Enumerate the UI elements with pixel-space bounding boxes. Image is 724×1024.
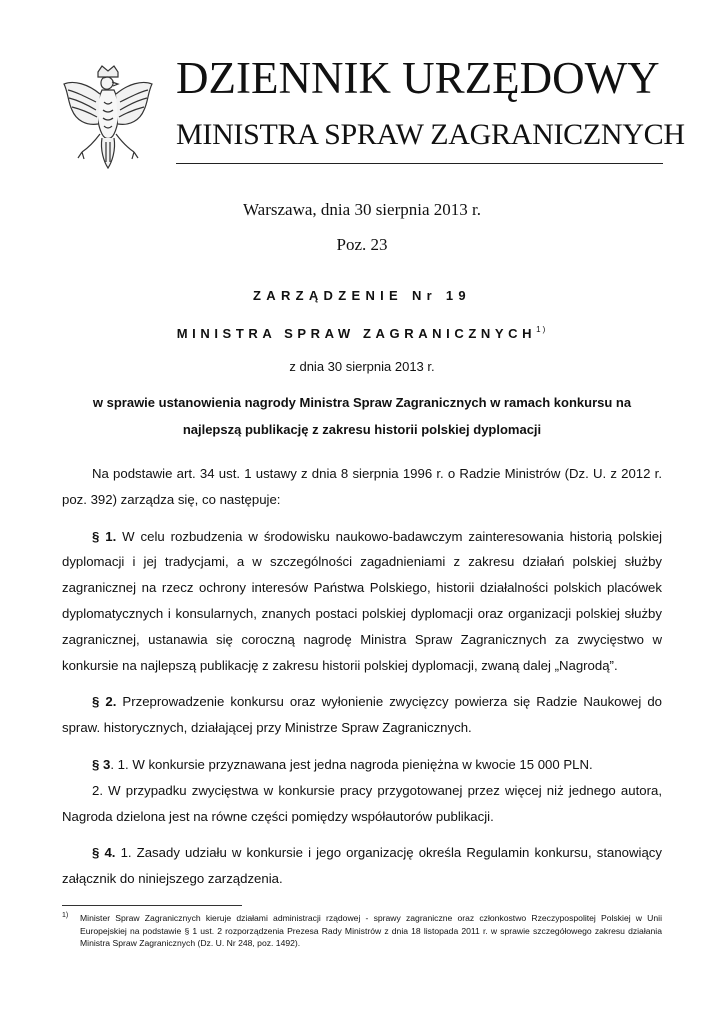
section-1-label: § 1. [92,528,117,544]
section-4 [62,840,662,892]
footnote-reference[interactable]: 1) [536,325,548,334]
footnote [62,912,662,950]
section-2 [62,689,662,741]
position-number: Poz. 23 [336,235,388,254]
section-1 [62,524,662,679]
masthead-divider [176,163,663,164]
footnote-divider [62,905,242,906]
section-3-label: § 3 [92,756,111,772]
gazette-subtitle: MINISTRA SPRAW ZAGRANICZNYCH [176,118,685,151]
section-3-text-1: . 1. W konkursie przyznawana jest jedna nagroda pieniężna w kwocie 15 000 PLN. [110,756,593,772]
polish-eagle-emblem-icon [60,62,156,172]
section-2-label: § 2. [92,694,117,710]
footnote-text: Minister Spraw Zagranicznych kieruje działami administracji rządowej - sprawy zagraniczne oraz członkostwo Rzeczypospolitej Polskiej w Unii Europejskiej na podstawie § 1 ust. 2 rozporządzenia Prezesa Rady Ministrów z dnia 18 listopada 2011 r. w sprawie szczegółowego zakresu działania Ministra Spraw Zagranicznych (Dz. U. Nr 248, poz. 1492). [80,913,662,948]
section-4-text: 1. Zasady udziału w konkursie i jego organizację określa Regulamin konkursu, stanowiący załącznik do niniejszego zarządzenia. [62,845,662,887]
order-subject: w sprawie ustanowienia nagrody Ministra Spraw Zagranicznych w ramach konkursu na najlepszą publikację z zakresu historii polskiej dyplomacji [92,395,632,437]
section-3-point-1 [62,752,662,778]
order-issuer [0,325,724,341]
section-4-label: § 4. [92,845,116,861]
order-body [62,461,662,903]
order-date: z dnia 30 sierpnia 2013 r. [289,359,435,374]
section-3-point-2: 2. W przypadku zwycięstwa w konkursie pracy przygotowanej przez więcej niż jednego autora, Nagroda dzielona jest na równe części pomiędzy współautorów publikacji. [62,782,662,824]
order-issuer-text: MINISTRA SPRAW ZAGRANICZNYCH [176,326,537,341]
place-and-date: Warszawa, dnia 30 sierpnia 2013 r. [243,200,481,219]
section-2-text: Przeprowadzenie konkursu oraz wyłonienie zwycięzcy powierza się Radzie Naukowej do spraw. historycznych, działającej przy Ministrze Spraw Zagranicznych. [62,694,662,736]
section-1-text: W celu rozbudzenia w środowisku naukowo-badawczym zainteresowania historią polskiej dyplomacji i jej tradycjami, a w szczególności zagadnieniami z zakresu działań polskiej służby zagranicznej na rzecz ochrony interesów Państwa Polskiego, historii działalności polskich placówek dyplomatycznych i konsularnych, znanych postaci polskiej dyplomacji oraz organizacji polskiej służby zagranicznej, ustanawia się coroczną nagrodę Ministra Spraw Zagranicznych za zwycięstwo w konkursie na najlepszą publikację z zakresu historii polskiej dyplomacji, zwaną dalej „Nagrodą”. [62,528,663,673]
gazette-title: DZIENNIK URZĘDOWY [176,53,660,103]
preamble: Na podstawie art. 34 ust. 1 ustawy z dnia 8 sierpnia 1996 r. o Radzie Ministrów (Dz. U. z 2012 r. poz. 392) zarządza się, co następuje: [62,466,662,507]
order-title: ZARZĄDZENIE Nr 19 [253,288,471,303]
footnote-mark: 1) [62,912,69,919]
